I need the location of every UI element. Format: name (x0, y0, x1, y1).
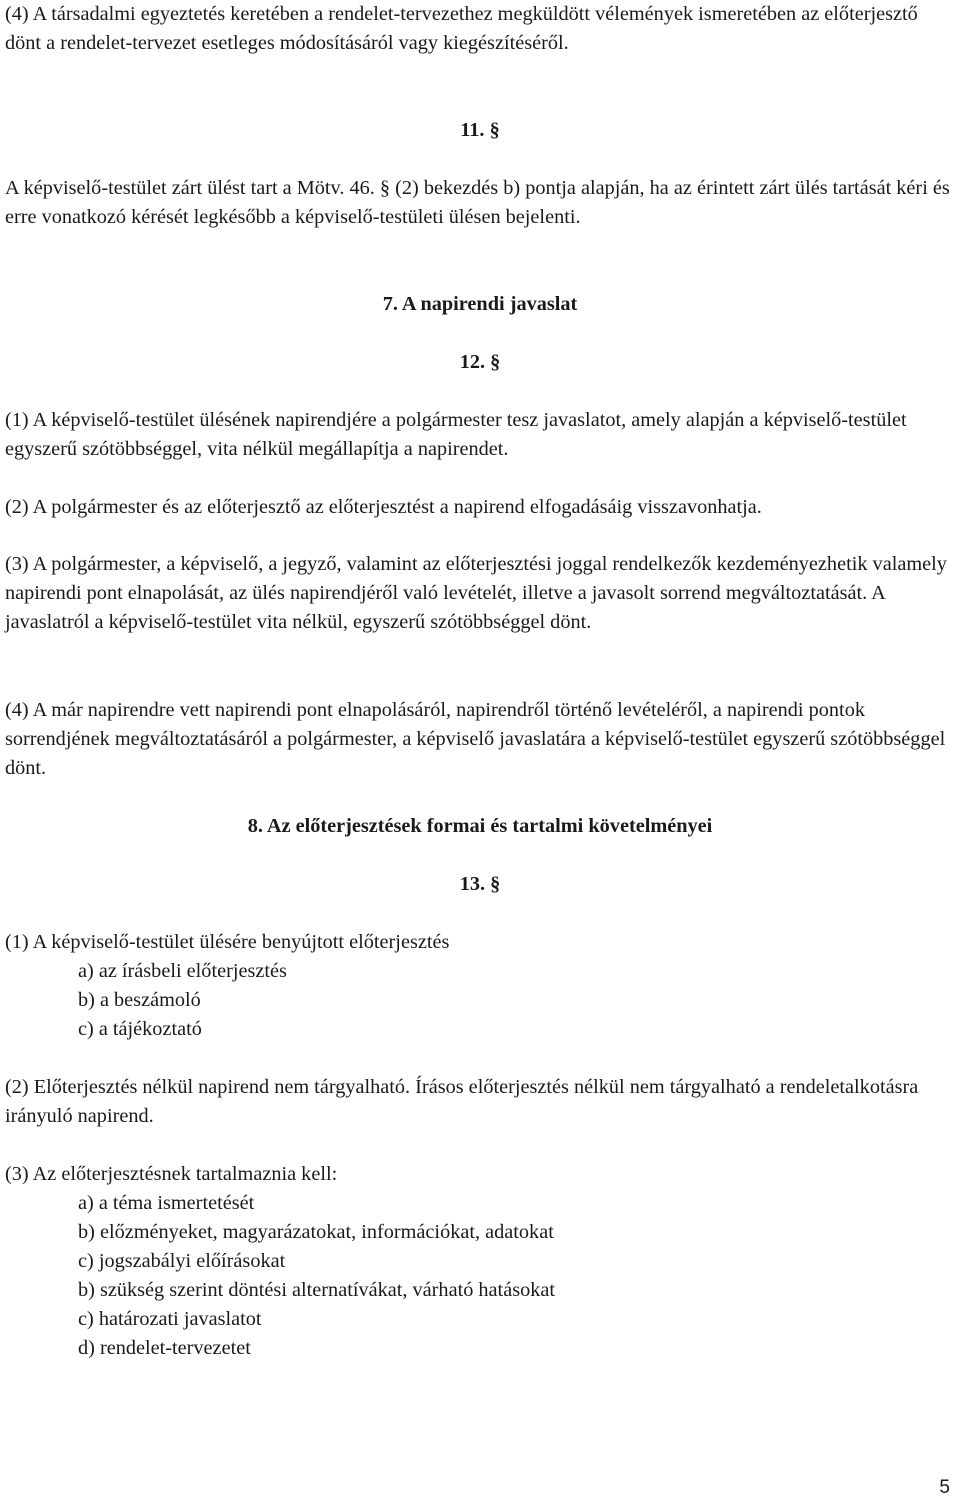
section-12-number: 12. § (459, 351, 501, 373)
list-item: a) a téma ismertetését (78, 1192, 255, 1214)
list-item: b) szükség szerint döntési alternatívákat, várható hatásokat (78, 1279, 556, 1301)
section-13-paragraph-1-intro: (1) A képviselő-testület ülésére benyújtott előterjesztés (5, 931, 450, 953)
list-item: b) előzményeket, magyarázatokat, információkat, adatokat (78, 1221, 554, 1243)
section-12-paragraph-3: (3) A polgármester, a képviselő, a jegyző, valamint az előterjesztési joggal rendelkezők kezdeményezhetik valamely napirendi pont elnapolását, az ülés napirendjéről való levételét, illetve a javasolt sorrend megváltoztatását. A javaslatról a képviselő-testület vita nélkül, egyszerű szótöbbséggel dönt. (5, 553, 947, 633)
list-item: d) rendelet-tervezetet (78, 1337, 251, 1359)
list-item: b) a beszámoló (78, 989, 201, 1011)
list-item: c) határozati javaslatot (78, 1308, 262, 1330)
paragraph-4-previous: (4) A társadalmi egyeztetés keretében a rendelet-tervezethez megküldött vélemények ismeretében az előterjesztő dönt a rendelet-tervezet esetleges módosításáról vagy kiegészítéséről. (5, 3, 918, 54)
section-13-paragraph-3-intro: (3) Az előterjesztésnek tartalmaznia kell: (5, 1163, 338, 1185)
section-11-number: 11. § (460, 119, 500, 141)
page-number: 5 (939, 1477, 950, 1498)
list-item: c) jogszabályi előírásokat (78, 1250, 286, 1272)
chapter-7-title: 7. A napirendi javaslat (382, 293, 578, 315)
list-item: a) az írásbeli előterjesztés (78, 960, 287, 982)
section-12-paragraph-4: (4) A már napirendre vett napirendi pont elnapolásáról, napirendről történő levételéről, a napirendi pontok sorrendjének megváltoztatásáról a polgármester, a képviselő javaslatára a képviselő-testület egyszerű szótöbbséggel dönt. (5, 699, 946, 779)
section-11-text: A képviselő-testület zárt ülést tart a Mötv. 46. § (2) bekezdés b) pontja alapján, ha az érintett zárt ülés tartását kéri és erre vonatkozó kérését legkésőbb a képviselő-testületi ülésen bejelenti. (5, 177, 950, 228)
section-13-paragraph-2: (2) Előterjesztés nélkül napirend nem tárgyalható. Írásos előterjesztés nélkül nem tárgyalható a rendeletalkotásra irányuló napirend. (5, 1076, 919, 1127)
list-item: c) a tájékoztató (78, 1018, 202, 1040)
section-12-paragraph-1: (1) A képviselő-testület ülésének napirendjére a polgármester tesz javaslatot, amely alapján a képviselő-testület egyszerű szótöbbséggel, vita nélkül megállapítja a napirendet. (5, 409, 907, 460)
section-12-paragraph-2: (2) A polgármester és az előterjesztő az előterjesztést a napirend elfogadásáig visszavonhatja. (5, 496, 762, 518)
chapter-8-title: 8. Az előterjesztések formai és tartalmi követelményei (247, 815, 713, 837)
section-13-number: 13. § (459, 873, 501, 895)
